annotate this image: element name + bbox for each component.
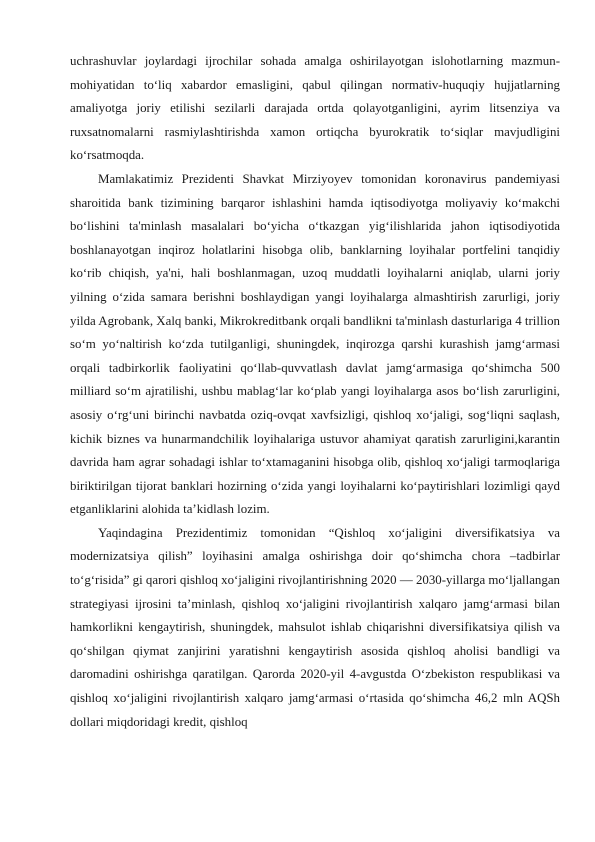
document-body	[70, 50, 560, 734]
paragraph-2: Mamlakatimiz Prezidenti Shavkat Mirziyoyev tomonidan koronavirus pandemiyasi sharoitida bank tizimining barqaror ishlashini hamda iqtisodiyotga moliyaviy ko‘makchi bo‘lishini ta'minlash masalalari bo‘yicha o‘tkazgan yig‘ilishlarida jahon iqtisodiyotida boshlanayotgan inqiroz holatlarini hisobga olib, banklarning loyihalar portfelini tanqidiy ko‘rib chiqish, ya'ni, hali boshlanmagan, uzoq muddatli loyihalarni aniqlab, ularni joriy yilning o‘zida samara berishni boshlaydigan yangi loyihalarga almashtirish zarurligi, joriy yilda Agrobank, Xalq banki, Mikrokreditbank orqali bandlikni ta'minlash dasturlariga 4 trillion so‘m yo‘naltirish ko‘zda tutilganligi, shuningdek, inqirozga qarshi kurashish jamg‘armasi orqali tadbirkorlik faoliyatini qo‘llab-quvvatlash davlat jamg‘armasiga qo‘shimcha 500 milliard so‘m ajratilishi, ushbu mablag‘lar ko‘plab yangi loyihalarga asos bo‘lish zarurligini, asosiy o‘rg‘uni birinchi navbatda oziq-ovqat xavfsizligi, qishloq xo‘jaligi, sog‘liqni saqlash, kichik biznes va hunarmandchilik loyihalariga ustuvor ahamiyat qaratish zarurligini,karantin davrida ham agrar sohadagi ishlar to‘xtamaganini hisobga olib, qishloq xo‘jaligi tarmoqlariga biriktirilgan tijorat banklari hozirning o‘zida yangi loyihalarni ko‘paytirishlari lozimligi qayd etganliklarini alohida ta’kidlash lozim.	[70, 171, 560, 517]
paragraph-1: uchrashuvlar joylardagi ijrochilar sohada amalga oshirilayotgan islohotlarning mazmun-mohiyatidan to‘liq xabardor emasligini, qabul qilingan normativ-huquqiy hujjatlarning amaliyotga joriy etilishi sezilarli darajada ortda qolayotganligini, ayrim litsenziya va ruxsatnomalarni rasmiylashtirishda xamon ortiqcha byurokratik to‘siqlar mavjudligini ko‘rsatmoqda.	[70, 54, 560, 163]
paragraph-3: Yaqindagina Prezidentimiz tomonidan “Qishloq xo‘jaligini diversifikatsiya va modernizatsiya qilish” loyihasini amalga oshirishga doir qo‘shimcha chora –tadbirlar to‘g‘risida” gi qarori qishloq xo‘jaligini rivojlantirishning 2020 — 2030-yillarga mo‘ljallangan strategiyasi ijrosini ta’minlash, qishloq xo‘jaligini rivojlantirish xalqaro jamg‘armasi bilan hamkorlikni kengaytirish, shuningdek, mahsulot ishlab chiqarishni diversifikatsiya qilish va qo‘shilgan qiymat zanjirini yaratishni kengaytirish asosida qishloq aholisi bandligi va daromadini oshirishga qaratilgan. Qarorda 2020-yil 4-avgustda O‘zbekiston respublikasi va qishloq xo‘jaligini rivojlantirish xalqaro jamg‘armasi o‘rtasida qo‘shimcha 46,2 mln AQSh dollari miqdoridagi kredit, qishloq	[70, 525, 560, 729]
